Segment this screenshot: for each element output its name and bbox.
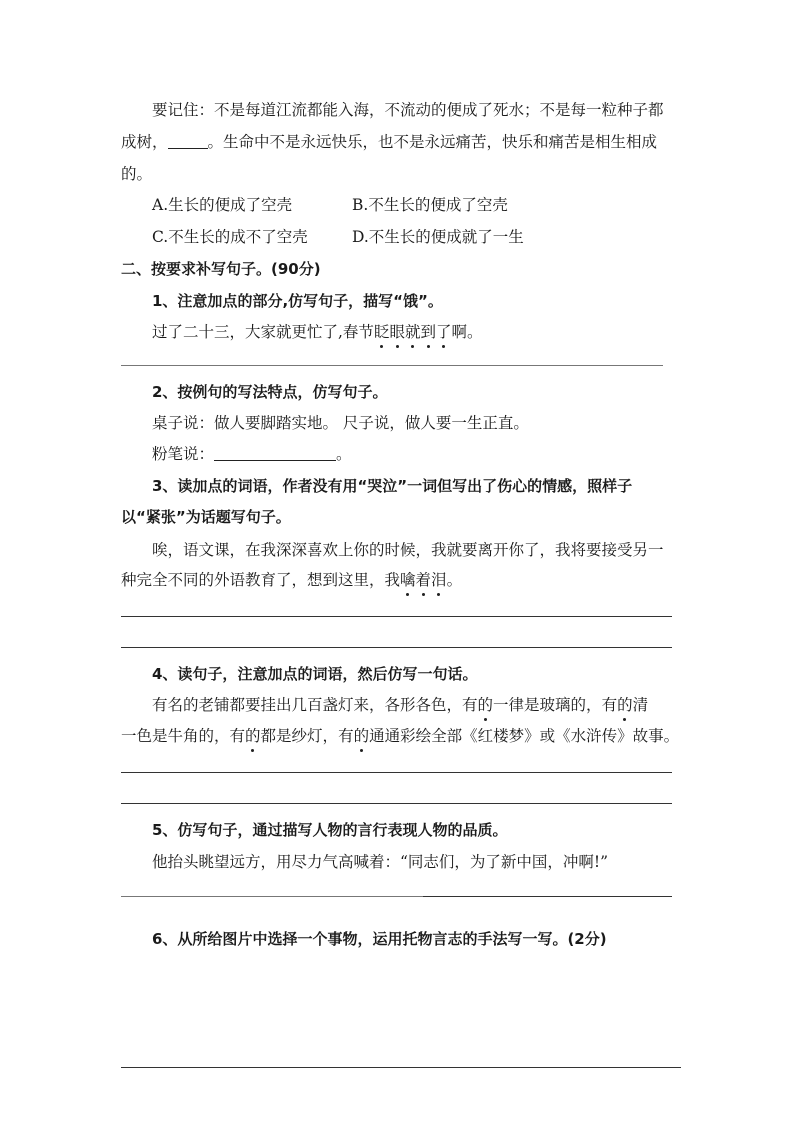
dotted-char: 的: [477, 696, 494, 714]
dotted-char: 眨: [373, 323, 390, 341]
q-intro-line2-end: 。生命中不是永远快乐，也不是永远痛苦，快乐和痛苦是相生相成: [207, 133, 658, 151]
q2-end: 。: [336, 445, 352, 463]
q3-text-line1: 唉，语文课，在我深深喜欢上你的时候，我就要离开你了，我将要接受另一: [152, 541, 664, 559]
q5-answer-line-right[interactable]: [423, 896, 672, 897]
q1-sentence-start: 过了二十三，大家就更忙了,春节: [152, 323, 374, 341]
q2-prompt-line: [152, 444, 352, 464]
q1-title: 1、注意加点的部分,仿写句子，描写“饿”。: [152, 292, 443, 310]
dotted-char: 的: [245, 727, 261, 745]
section-title: 二、按要求补写句子。(90分): [121, 260, 321, 278]
option-d[interactable]: D.不生长的便成就了一生: [352, 228, 524, 246]
q3-title-line1: 3、读加点的词语，作者没有用“哭泣”一词但写出了伤心的情感，照样子: [152, 477, 633, 495]
q5-answer-line-left[interactable]: [121, 896, 423, 897]
q2-answer-blank[interactable]: [214, 446, 336, 461]
q4-text-part: 通通彩绘全部《红楼梦》或《水浒传》故事。: [369, 727, 680, 745]
dotted-char: 到: [420, 323, 436, 341]
q4-text-part: 清: [632, 696, 649, 714]
q1-answer-line[interactable]: [121, 365, 663, 366]
q5-title: 5、仿写句子，通过描写人物的言行表现人物的品质。: [152, 821, 508, 839]
q3-title-line2: 以“紧张”为话题写句子。: [121, 508, 291, 526]
q4-text-line1: [152, 695, 648, 715]
q3-text-line2: [121, 570, 462, 590]
dotted-char: 的: [617, 696, 633, 714]
dotted-char: 泪: [431, 571, 447, 589]
dotted-char: 了: [436, 323, 452, 341]
q4-answer-line1[interactable]: [121, 772, 672, 773]
q3-text-line2-start: 种完全不同的外语教育了，想到这里，我: [121, 571, 401, 589]
q4-text-line2: [121, 726, 679, 746]
dotted-char: 就: [404, 323, 421, 341]
q4-text-char: 有: [601, 696, 618, 714]
option-b[interactable]: B.不生长的便成了空壳: [352, 196, 508, 214]
q-intro-line3: 的。: [121, 165, 153, 183]
q4-text-part: 一色是牛角的，: [121, 727, 230, 745]
q1-sentence: [152, 322, 483, 342]
q6-answer-line[interactable]: [121, 1067, 681, 1068]
dotted-char: 着: [415, 571, 432, 589]
dotted-char: 噙: [400, 571, 416, 589]
q4-text-part: 都是纱灯，: [260, 727, 339, 745]
q2-prompt: 粉笔说：: [152, 445, 215, 463]
q-intro-line2-start: 成树，: [121, 133, 168, 151]
dotted-char: 的: [353, 727, 370, 745]
q4-answer-line2[interactable]: [121, 803, 672, 804]
q5-text: 他抬头眺望远方，用尽力气高喊着：“同志们，为了新中国，冲啊!”: [152, 853, 609, 871]
option-c[interactable]: C.不生长的成不了空壳: [152, 228, 308, 246]
q3-answer-line1[interactable]: [121, 616, 672, 617]
q2-title: 2、按例句的写法特点，仿写句子。: [152, 383, 388, 401]
q4-text-char: 有: [229, 727, 246, 745]
q4-text-char: 有: [338, 727, 354, 745]
q3-answer-line2[interactable]: [121, 647, 672, 648]
q3-text-line2-end: 。: [446, 571, 463, 589]
q-intro-line1: 要记住：不是每道江流都能入海，不流动的便成了死水；不是每一粒种子都: [152, 101, 664, 119]
q4-text-part: 一律是玻璃的，: [493, 696, 602, 714]
q4-text-char: 有: [462, 696, 478, 714]
q-intro-line2: [121, 132, 657, 152]
q4-title: 4、读句子，注意加点的词语，然后仿写一句话。: [152, 665, 478, 683]
answer-blank[interactable]: [168, 134, 208, 149]
q1-sentence-end: 啊。: [451, 323, 483, 341]
dotted-char: 眼: [389, 323, 405, 341]
q2-example: 桌子说：做人要脚踏实地。 尺子说，做人要一生正直。: [152, 414, 529, 432]
q4-text-part: 有名的老铺都要挂出几百盏灯来，各形各色，: [152, 696, 463, 714]
option-a[interactable]: A.生长的便成了空壳: [152, 196, 293, 214]
q6-title: 6、从所给图片中选择一个事物，运用托物言志的手法写一写。(2分): [152, 930, 607, 948]
